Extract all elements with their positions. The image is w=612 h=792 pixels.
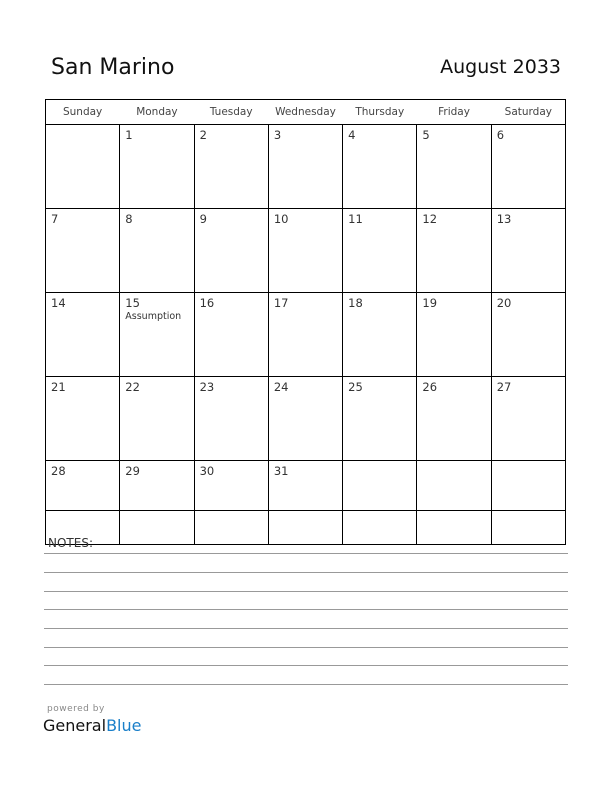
day-cell xyxy=(194,293,268,377)
week-row xyxy=(46,209,566,293)
day-number: 20 xyxy=(496,296,512,310)
note-line xyxy=(44,553,568,554)
day-cell xyxy=(491,293,565,377)
day-number: 4 xyxy=(348,128,356,142)
day-cell xyxy=(46,377,120,461)
brand-general: General xyxy=(43,716,107,735)
weekday-header: Wednesday xyxy=(268,99,342,125)
day-number: 26 xyxy=(422,380,438,394)
notes-label: NOTES: xyxy=(48,536,93,550)
day-number: 3 xyxy=(273,128,282,142)
note-line xyxy=(44,684,568,685)
note-line xyxy=(44,628,568,629)
day-number: 8 xyxy=(125,212,133,226)
day-number: 19 xyxy=(422,296,438,310)
day-number: 5 xyxy=(422,128,430,142)
day-number: 1 xyxy=(125,128,133,142)
note-line xyxy=(44,591,568,592)
day-number: 18 xyxy=(348,296,363,310)
day-cell xyxy=(343,293,417,377)
holiday-label: Assumption xyxy=(125,311,182,322)
day-number: 25 xyxy=(348,380,363,394)
day-number: 9 xyxy=(199,212,207,226)
day-cell xyxy=(194,125,268,209)
week-row xyxy=(46,461,566,545)
day-cell xyxy=(268,377,342,461)
powered-by: powered by xyxy=(47,704,105,714)
note-line xyxy=(44,665,568,666)
day-cell xyxy=(491,125,565,209)
weekday-header: Sunday xyxy=(46,99,120,125)
day-cell xyxy=(46,461,120,545)
weekday-header: Tuesday xyxy=(194,99,268,125)
day-cell xyxy=(268,293,342,377)
weekday-header: Friday xyxy=(417,99,491,125)
day-cell xyxy=(120,125,194,209)
day-number: 27 xyxy=(496,380,512,394)
calendar-month-title: August 2033 xyxy=(440,56,561,78)
note-line xyxy=(44,647,568,648)
day-number: 6 xyxy=(496,128,505,142)
brand-blue: Blue xyxy=(106,716,142,735)
generalblue-logo xyxy=(43,716,141,735)
weekday-header: Thursday xyxy=(343,99,417,125)
day-cell xyxy=(194,461,268,545)
note-line xyxy=(44,609,568,610)
day-number: 31 xyxy=(273,464,289,478)
day-cell xyxy=(268,125,342,209)
day-number: 11 xyxy=(348,212,363,226)
day-cell xyxy=(343,209,417,293)
calendar-grid xyxy=(45,99,566,545)
day-number: 14 xyxy=(51,296,66,310)
day-number: 2 xyxy=(199,128,207,142)
day-number: 23 xyxy=(199,380,215,394)
day-cell xyxy=(491,209,565,293)
day-number: 22 xyxy=(125,380,140,394)
day-cell xyxy=(417,461,491,545)
day-number: 30 xyxy=(199,464,215,478)
week-row xyxy=(46,377,566,461)
week-row xyxy=(46,125,566,209)
day-cell xyxy=(343,377,417,461)
day-cell xyxy=(491,461,565,545)
day-cell xyxy=(194,209,268,293)
day-number: 24 xyxy=(273,380,289,394)
day-number: 13 xyxy=(496,212,512,226)
day-cell xyxy=(120,377,194,461)
day-number: 21 xyxy=(51,380,66,394)
day-number: 29 xyxy=(125,464,140,478)
day-cell xyxy=(46,125,120,209)
weekday-header: Saturday xyxy=(491,99,565,125)
day-number: 28 xyxy=(51,464,66,478)
day-cell xyxy=(417,209,491,293)
day-cell xyxy=(417,377,491,461)
day-number: 17 xyxy=(273,296,289,310)
day-cell xyxy=(417,125,491,209)
day-cell xyxy=(491,377,565,461)
day-number: 7 xyxy=(51,212,59,226)
calendar-country-title: San Marino xyxy=(51,55,175,80)
day-cell xyxy=(417,293,491,377)
week-row xyxy=(46,293,566,377)
day-cell xyxy=(120,461,194,545)
day-cell xyxy=(268,209,342,293)
day-number: 10 xyxy=(273,212,289,226)
day-cell xyxy=(120,293,194,377)
day-number: 15 xyxy=(125,296,140,310)
day-number: 12 xyxy=(422,212,438,226)
day-cell xyxy=(268,461,342,545)
day-cell xyxy=(120,209,194,293)
day-number: 16 xyxy=(199,296,215,310)
note-line xyxy=(44,572,568,573)
day-cell xyxy=(46,209,120,293)
day-cell xyxy=(343,461,417,545)
weekday-header: Monday xyxy=(120,99,194,125)
day-cell xyxy=(46,293,120,377)
day-cell xyxy=(194,377,268,461)
day-cell xyxy=(343,125,417,209)
